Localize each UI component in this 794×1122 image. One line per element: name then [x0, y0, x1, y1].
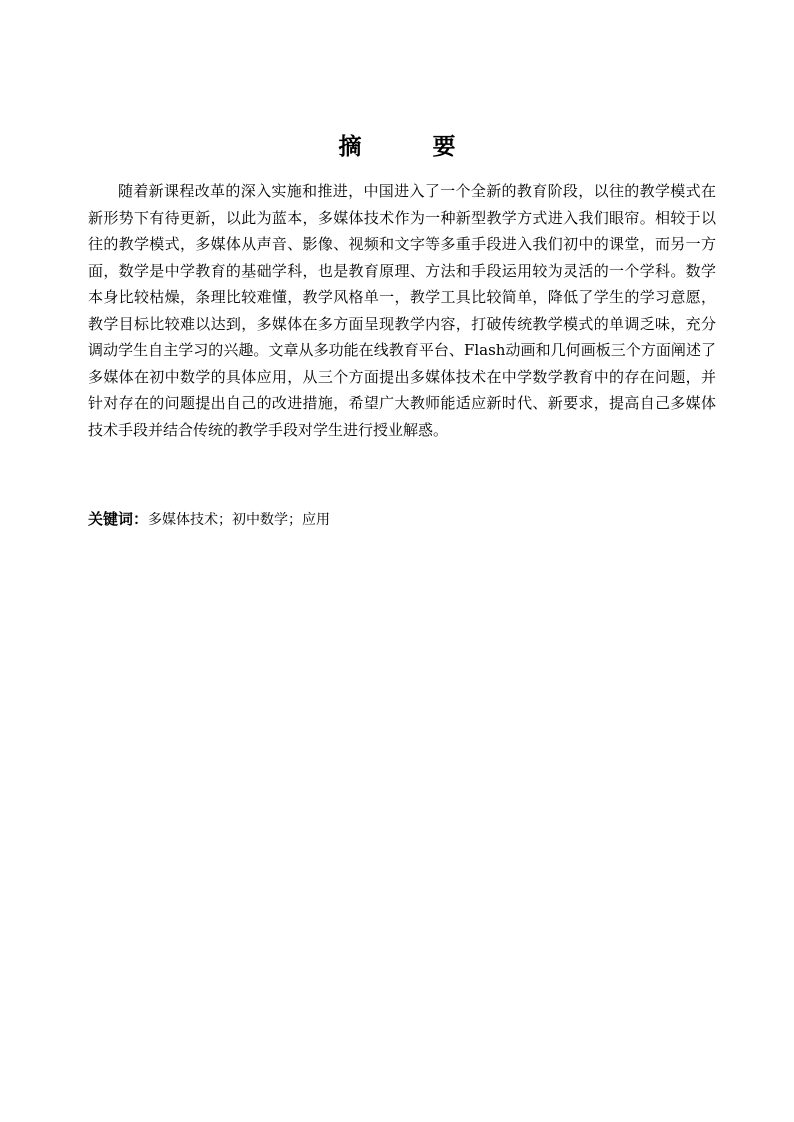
abstract-title: 摘 要 — [338, 134, 480, 160]
abstract-body: 随着新课程改革的深入实施和推进，中国进入了一个全新的教育阶段，以往的教学模式在新形势下有待更新，以此为蓝本，多媒体技术作为一种新型教学方式进入我们眼帘。相较于以往的教学模式，多媒体从声音、影像、视频和文字等多重手段进入我们初中的课堂，而另一方面，数学是中学教育的基础学科，也是教育原理、方法和手段运用较为灵活的一个学科。数学本身比较枯燥，条理比较难懂，教学风格单一，教学工具比较简单，降低了学生的学习意愿，教学目标比较难以达到，多媒体在多方面呈现教学内容，打破传统教学模式的单调乏味，充分调动学生自主学习的兴趣。文章从多功能在线教育平台、Flash动画和几何画板三个方面阐述了多媒体在初中数学的具体应用，从三个方面提出多媒体技术在中学数学教育中的存在问题，并针对存在的问题提出自己的改进措施，希望广大教师能适应新时代、新要求，提高自己多媒体技术手段并结合传统的教学手段对学生进行授业解惑。 — [88, 182, 716, 439]
keywords-label: 关键词： — [88, 510, 149, 528]
keywords-line — [88, 506, 716, 533]
keywords-text: 多媒体技术；初中数学；应用 — [148, 512, 331, 528]
